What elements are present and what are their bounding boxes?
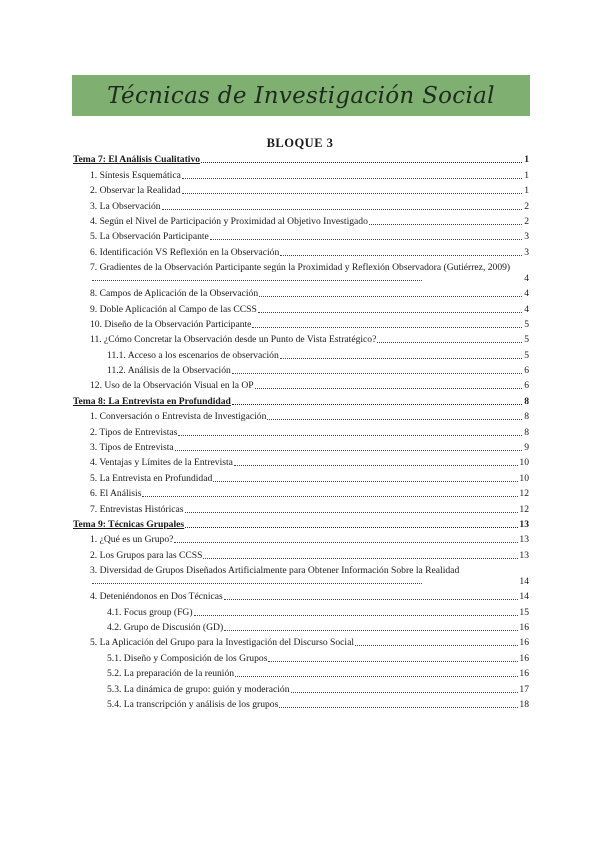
toc-leader-dots [259,296,522,297]
toc-entry[interactable] [73,681,529,696]
toc-entry-title: 6. Identificación VS Reflexión en la Observación [90,246,280,258]
toc-leader-dots [232,404,522,405]
toc-page-number: 5 [524,349,529,361]
toc-entry-title: 5. La Observación Participante [90,231,209,243]
toc-entry[interactable] [73,260,529,286]
toc-entry[interactable] [73,666,529,681]
toc-leader-dots [210,239,522,240]
toc-leader-dots [178,435,522,436]
toc-leader-dots [235,676,518,677]
toc-page-number: 3 [524,246,529,258]
toc-entry[interactable] [73,198,529,213]
document-title: Técnicas de Investigación Social [107,82,495,109]
toc-entry[interactable] [73,455,529,470]
toc-entry-title: 6. El Análisis [90,488,142,500]
toc-entry[interactable] [73,424,529,439]
toc-page-number: 5 [524,334,529,346]
toc-chapter-entry[interactable] [73,152,529,167]
toc-leader-dots [182,178,522,179]
toc-entry-title: Tema 7: El Análisis Cualitativo [73,154,201,166]
toc-entry[interactable] [73,378,529,393]
toc-leader-dots [255,388,522,389]
toc-page-number: 14 [519,575,529,587]
table-of-contents [73,152,529,712]
toc-page-number: 5 [524,318,529,330]
toc-page-number: 17 [519,683,529,695]
toc-page-number: 12 [519,488,529,500]
toc-leader-dots [377,342,522,343]
toc-page-number: 15 [519,606,529,618]
toc-entry[interactable] [73,604,529,619]
toc-entry[interactable] [73,532,529,547]
toc-leader-dots [232,373,522,374]
toc-entry[interactable] [73,486,529,501]
toc-entry-title: 1. Síntesis Esquemática [90,169,181,181]
toc-leader-dots [280,255,522,256]
toc-leader-dots [185,512,519,513]
toc-entry-title: 7. Gradientes de la Observación Participante según la Proximidad y Reflexión Observadora (Gutiérrez, 2009) [90,261,511,273]
toc-page-number: 2 [524,215,529,227]
toc-entry-title: 2. Los Grupos para las CCSS [90,549,203,561]
toc-entry-title: 5. La Entrevista en Profundidad [90,472,213,484]
toc-entry[interactable] [73,317,529,332]
toc-entry-title: 5.1. Diseño y Composición de los Grupos [107,652,268,664]
toc-page-number: 4 [524,272,529,284]
toc-entry-title: 4.1. Focus group (FG) [107,606,193,618]
toc-entry[interactable] [73,563,529,589]
toc-page-number: 4 [524,288,529,300]
toc-page-number: 13 [519,534,529,546]
toc-entry-title: 1. ¿Qué es un Grupo? [90,534,174,546]
toc-entry[interactable] [73,470,529,485]
toc-leader-dots [267,419,522,420]
toc-page-number: 12 [519,503,529,515]
toc-page-number: 14 [519,591,529,603]
toc-leader-dots [252,327,522,328]
toc-page-number: 1 [524,185,529,197]
toc-entry[interactable] [73,589,529,604]
toc-leader-dots [142,496,518,497]
toc-entry-title: 5.2. La preparación de la reunión [107,668,235,680]
toc-leader-dots [175,450,522,451]
toc-entry-title: 2. Observar la Realidad [90,185,181,197]
toc-leader-dots [185,527,518,528]
toc-leader-dots [174,542,518,543]
toc-entry-title: 9. Doble Aplicación al Campo de las CCSS [90,303,257,315]
toc-entry-title: 1. Conversación o Entrevista de Investigación [90,411,267,423]
toc-chapter-entry[interactable] [73,393,529,408]
toc-leader-dots [92,583,422,584]
toc-entry[interactable] [73,244,529,259]
toc-page-number: 6 [524,380,529,392]
toc-entry-title: 5. La Aplicación del Grupo para la Investigación del Discurso Social [90,637,355,649]
toc-entry[interactable] [73,183,529,198]
toc-leader-dots [258,312,522,313]
toc-leader-dots [268,661,518,662]
toc-entry[interactable] [73,501,529,516]
toc-entry[interactable] [73,286,529,301]
toc-entry-title: 3. Tipos de Entrevista [90,442,174,454]
toc-entry-title: 4.2. Grupo de Discusión (GD) [107,621,224,633]
toc-leader-dots [182,193,522,194]
toc-page-number: 4 [524,303,529,315]
toc-entry-title: 3. La Observación [90,200,161,212]
toc-page-number: 13 [519,549,529,561]
toc-entry[interactable] [73,547,529,562]
toc-entry-title: 5.4. La transcripción y análisis de los grupos [107,698,279,710]
toc-entry[interactable] [73,229,529,244]
toc-leader-dots [291,692,519,693]
toc-entry-title: 4. Según el Nivel de Participación y Proximidad al Objetivo Investigado [90,215,368,227]
toc-entry[interactable] [73,650,529,665]
block-heading: BLOQUE 3 [266,136,334,150]
toc-entry-title: Tema 9: Técnicas Grupales [73,518,185,530]
toc-entry-title: 5.3. La dinámica de grupo: guión y moderación [107,683,290,695]
toc-leader-dots [224,599,519,600]
toc-entry-title: 11.2. Análisis de la Observación [107,365,231,377]
toc-page-number: 16 [519,637,529,649]
toc-leader-dots [234,465,519,466]
toc-leader-dots [369,224,522,225]
toc-chapter-entry[interactable] [73,517,529,532]
title-banner [72,75,530,116]
toc-page-number: 13 [519,518,529,530]
toc-page-number: 3 [524,231,529,243]
toc-leader-dots [194,615,519,616]
toc-page-number: 16 [519,621,529,633]
toc-page-number: 18 [519,698,529,710]
toc-entry-title: 2. Tipos de Entrevistas [90,426,178,438]
toc-page-number: 6 [524,365,529,377]
toc-entry-title: Tema 8: La Entrevista en Profundidad [73,395,231,407]
toc-entry[interactable] [73,301,529,316]
toc-leader-dots [162,209,522,210]
toc-page-number: 1 [524,154,529,166]
toc-page-number: 1 [524,169,529,181]
toc-entry-title: 10. Diseño de la Observación Participante [90,318,252,330]
toc-entry[interactable] [73,214,529,229]
toc-leader-dots [280,358,522,359]
toc-entry-title: 4. Ventajas y Límites de la Entrevista [90,457,233,469]
toc-leader-dots [92,280,422,281]
toc-entry-title: 4. Deteniéndonos en Dos Técnicas [90,591,223,603]
toc-entry[interactable] [73,635,529,650]
toc-page-number: 8 [524,426,529,438]
toc-page-number: 16 [519,652,529,664]
toc-entry[interactable] [73,363,529,378]
toc-entry-title: 12. Uso de la Observación Visual en la OP [90,380,254,392]
toc-entry[interactable] [73,697,529,712]
toc-entry-title: 11.1. Acceso a los escenarios de observación [107,349,279,361]
toc-page-number: 8 [524,411,529,423]
toc-leader-dots [355,645,518,646]
toc-page-number: 8 [524,395,529,407]
toc-page-number: 9 [524,442,529,454]
toc-page-number: 10 [519,457,529,469]
toc-entry-title: 11. ¿Cómo Concretar la Observación desde un Punto de Vista Estratégico? [90,334,377,346]
toc-leader-dots [203,558,518,559]
toc-page-number: 10 [519,472,529,484]
toc-entry-title: 3. Diversidad de Grupos Diseñados Artificialmente para Obtener Información Sobre la Realidad [90,564,460,576]
toc-entry[interactable] [73,440,529,455]
toc-entry[interactable] [73,167,529,182]
toc-entry-title: 8. Campos de Aplicación de la Observación [90,288,259,300]
toc-leader-dots [201,162,522,163]
toc-leader-dots [224,630,518,631]
toc-entry[interactable] [73,347,529,362]
toc-entry[interactable] [73,409,529,424]
toc-entry-title: 7. Entrevistas Históricas [90,503,184,515]
toc-leader-dots [213,481,518,482]
toc-leader-dots [279,707,518,708]
toc-page-number: 16 [519,668,529,680]
toc-page-number: 2 [524,200,529,212]
toc-entry[interactable] [73,332,529,347]
toc-entry[interactable] [73,620,529,635]
